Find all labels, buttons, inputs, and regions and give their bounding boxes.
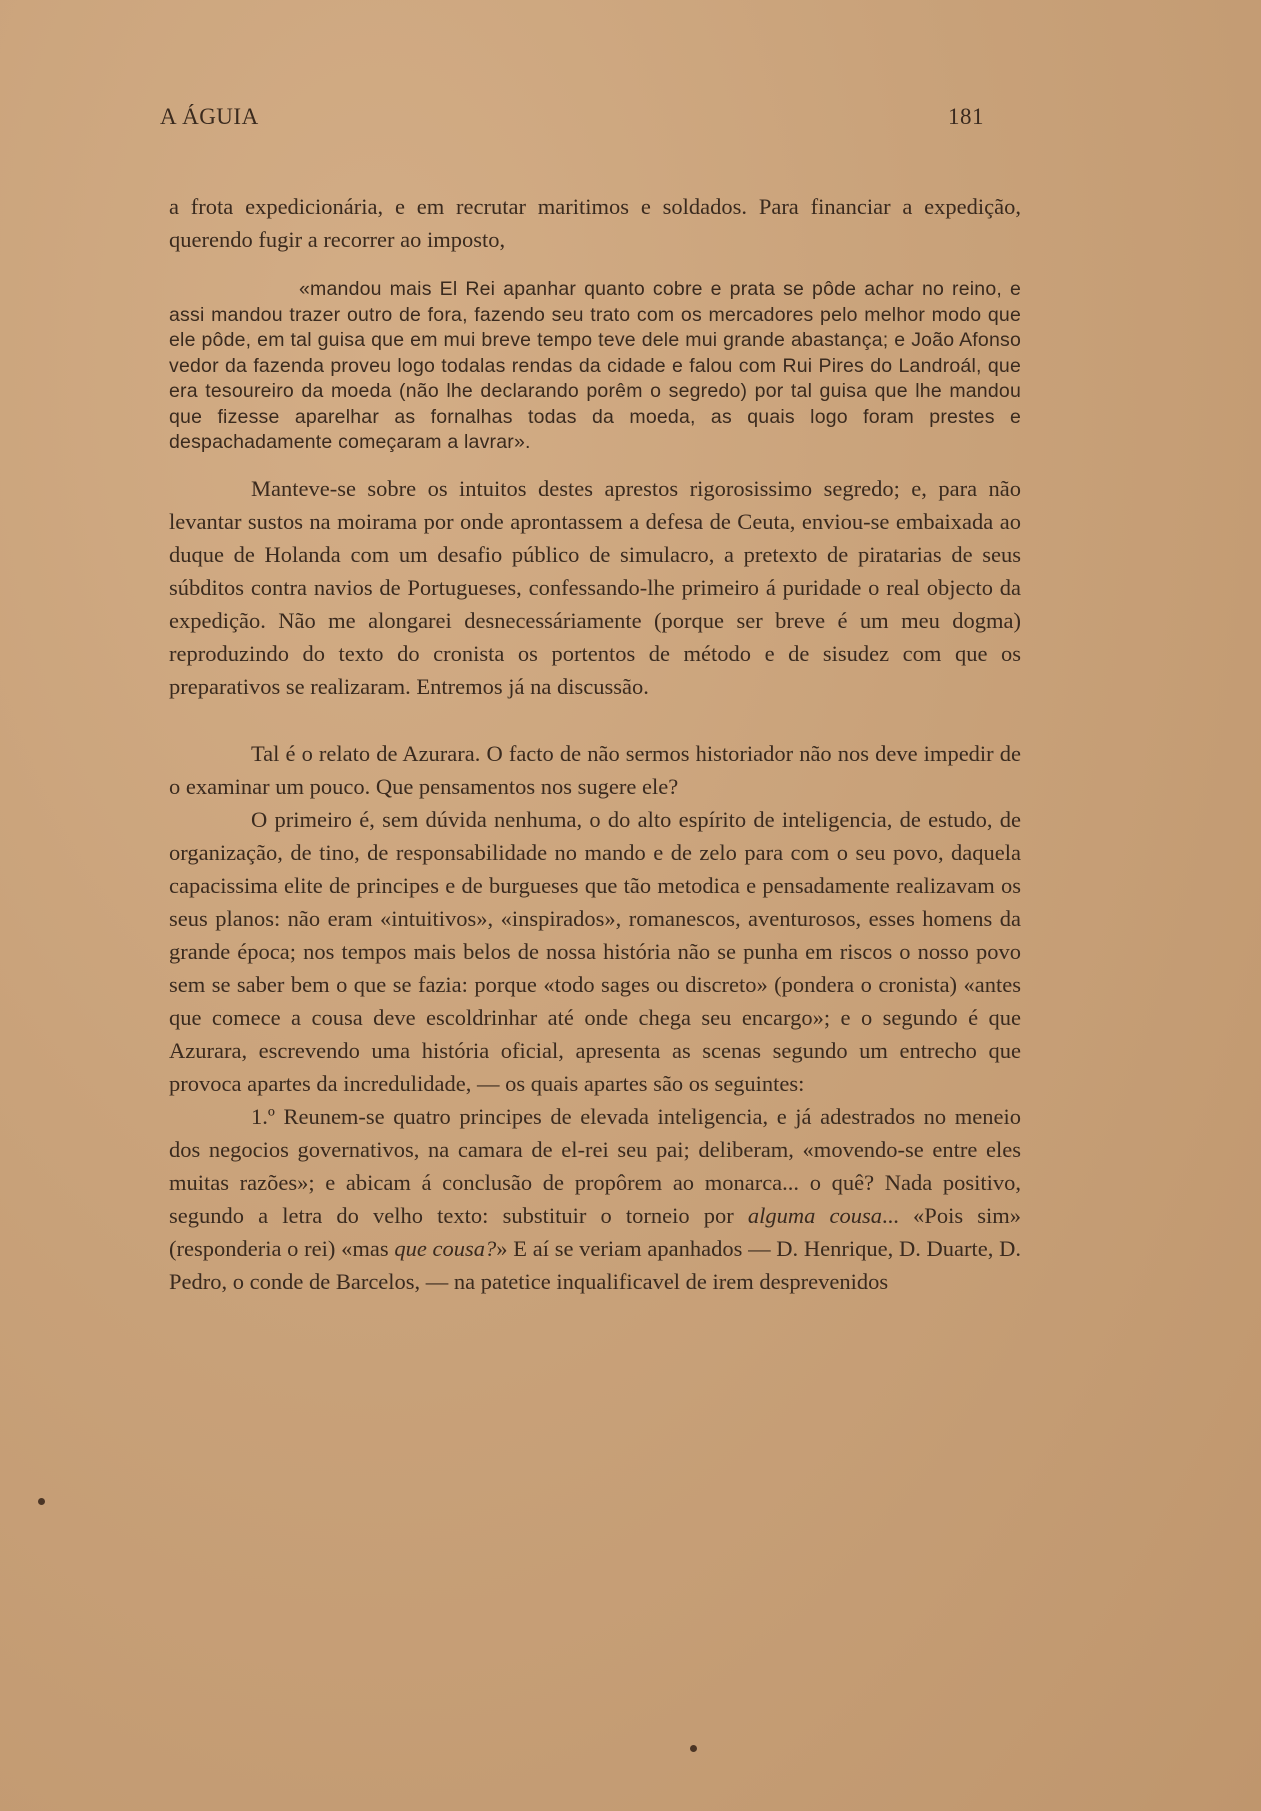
paragraph-2: Manteve-se sobre os intuitos destes aprestos rigorosissimo segredo; e, para não levantar sustos na moirama por onde aprontassem a defesa de Ceuta, enviou-se embaixada ao duque de Holanda com um desafio público de simulacro, a pretexto de piratarias de seus súbditos contra navios de Portugueses, confessando-lhe primeiro á puridade o real objecto da expedição. Não me alongarei desnecessáriamente (porque ser breve é um meu dogma) reproduzindo do texto do cronista os portentos de método e de sisudez com que os preparativos se realizaram. Entremos já na discussão. (169, 475, 1021, 699)
paragraph-5-text-a: 1.º Reunem-se quatro principes de elevada inteligencia, e já adestrados no meneio dos negocios governativos, na camara de el-rei seu pai; deliberam, «movendo-se entre eles muitas razões»; e abicam á conclusão de propôrem ao monarca... o quê? Nada positivo, segundo a letra do velho texto: substituir o torneio por (169, 1103, 1021, 1228)
italic-que-cousa: que cousa? (394, 1235, 497, 1261)
paragraph-3: Tal é o relato de Azurara. O facto de não sermos historiador não nos deve impedir de o examinar um pouco. Que pensamentos nos sugere ele? (169, 740, 1021, 799)
paragraph-5-text-b: ... «Pois sim» (responderia o rei) «mas (169, 1202, 1021, 1261)
paragraph-5 (169, 1100, 1021, 1298)
italic-alguma-cousa: alguma cousa (747, 1202, 883, 1228)
journal-title: A ÁGUIA (160, 104, 259, 129)
page-number: 181 (948, 104, 984, 129)
ink-speck (38, 1498, 45, 1505)
paragraph-1: a frota expedicionária, e em recrutar maritimos e soldados. Para financiar a expedição, querendo fugir a recorrer ao imposto, (169, 194, 1021, 252)
ink-speck (690, 1745, 697, 1752)
paragraph-5-text-c: » E aí se veriam apanhados — D. Henrique, D. Duarte, D. Pedro, o conde de Barcelos, — na patetice inqualificavel de irem desprevenidos (169, 1235, 1022, 1294)
block-quote: «mandou mais El Rei apanhar quanto cobre e prata se pôde achar no reino, e assi mandou trazer outro de fora, fazendo seu trato com os mercadores pelo melhor modo que ele pôde, em tal guisa que em mui breve tempo teve dele mui grande abastança; e João Afonso vedor da fazenda proveu logo todalas rendas da cidade e falou com Rui Pires do Landroál, que era tesoureiro da moeda (não lhe declarando porêm o segredo) por tal guisa que lhe mandou que fizesse aparelhar as fornalhas todas da moeda, as quais logo foram prestes e despachadamente começaram a lavrar». (169, 278, 1021, 453)
body-text (169, 190, 1021, 1298)
paragraph-4: O primeiro é, sem dúvida nenhuma, o do alto espírito de inteligencia, de estudo, de organização, de tino, de responsabilidade no mando e de zelo para com o seu povo, daquela capacissima elite de principes e de burgueses que tão metodica e pensadamente realizavam os seus planos: não eram «intuitivos», «inspirados», romanescos, aventurosos, esses homens da grande época; nos tempos mais belos de nossa história não se punha em riscos o nosso povo sem se saber bem o que se fazia: porque «todo sages ou discreto» (pondera o cronista) «antes que comece a cousa deve escoldrinhar até onde chega seu encargo»; e o segundo é que Azurara, escrevendo uma história oficial, apresenta as scenas segundo um entrecho que provoca apartes da incredulidade, — os quais apartes são os seguintes: (169, 806, 1021, 1096)
